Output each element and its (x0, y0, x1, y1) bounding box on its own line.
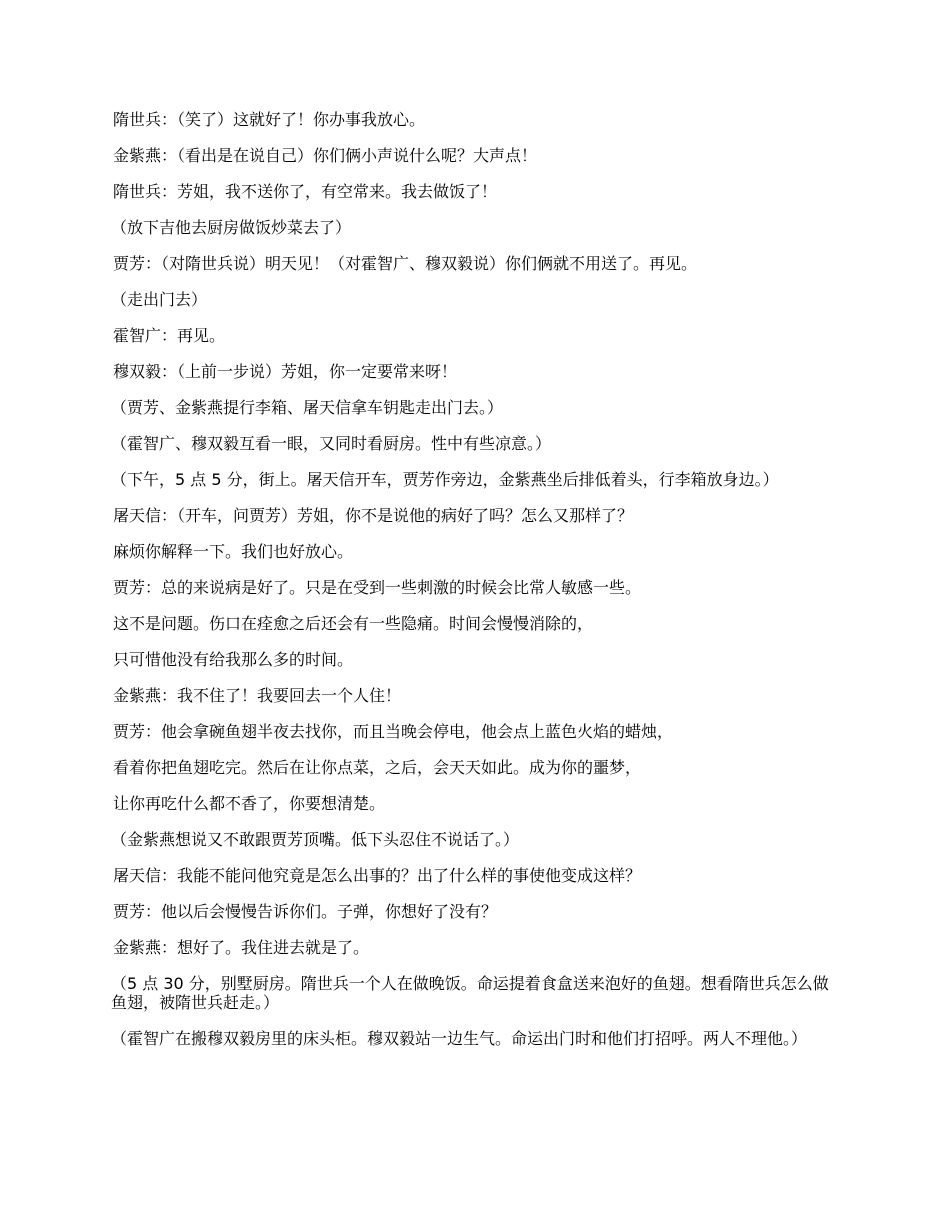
dialogue-line: 看着你把鱼翅吃完。然后在让你点菜，之后，会天天如此。成为你的噩梦， (113, 758, 642, 777)
dialogue-line: 隋世兵：芳姐，我不送你了，有空常来。我去做饭了！ (113, 182, 498, 201)
stage-direction: （贾芳、金紫燕提行李箱、屠天信拿车钥匙走出门去。） (111, 398, 504, 417)
stage-direction: （下午，5 点 5 分，街上。屠天信开车，贾芳作旁边，金紫燕坐后排低着头，行李箱放身边。） (111, 470, 779, 489)
dialogue-line: 让你再吃什么都不香了，你要想清楚。 (113, 794, 386, 813)
dialogue-line: 隋世兵：（笑了）这就好了！你办事我放心。 (113, 110, 426, 129)
dialogue-line: 只可惜他没有给我那么多的时间。 (113, 650, 354, 669)
stage-direction: （霍智广、穆双毅互看一眼，又同时看厨房。性中有些凉意。） (111, 434, 552, 453)
stage-direction: （5 点 30 分，别墅厨房。隋世兵一个人在做晚饭。命运提着食盒送来泡好的鱼翅。想看隋世兵怎么做鱼翅，被隋世兵赶走。） (111, 974, 829, 1012)
dialogue-line: 贾芳：总的来说病是好了。只是在受到一些刺激的时候会比常人敏感一些。 (113, 578, 642, 597)
dialogue-line: 穆双毅：（上前一步说）芳姐，你一定要常来呀！ (113, 362, 458, 381)
stage-direction: （霍智广在搬穆双毅房里的床头柜。穆双毅站一边生气。命运出门时和他们打招呼。两人不理他。） (111, 1029, 808, 1048)
dialogue-line: 贾芳：他会拿碗鱼翅半夜去找你，而且当晚会停电，他会点上蓝色火焰的蜡烛， (113, 722, 674, 741)
dialogue-line: 金紫燕：想好了。我住进去就是了。 (113, 938, 370, 957)
dialogue-line: 屠天信：（开车，问贾芳）芳姐，你不是说他的病好了吗？怎么又那样了？ (113, 506, 634, 525)
stage-direction: （放下吉他去厨房做饭炒菜去了） (111, 218, 352, 237)
dialogue-line: 屠天信：我能不能问他究竟是怎么出事的？出了什么样的事使他变成这样？ (113, 866, 642, 885)
dialogue-line: 霍智广：再见。 (113, 326, 226, 345)
dialogue-line: 金紫燕：我不住了！我要回去一个人住！ (113, 686, 402, 705)
dialogue-line: 贾芳：（对隋世兵说）明天见！（对霍智广、穆双毅说）你们俩就不用送了。再见。 (113, 254, 698, 273)
script-text-body (113, 110, 843, 1065)
dialogue-line: 这不是问题。伤口在痊愈之后还会有一些隐痛。时间会慢慢消除的， (113, 614, 594, 633)
stage-direction: （走出门去） (111, 290, 208, 309)
dialogue-line: 贾芳：他以后会慢慢告诉你们。子弹，你想好了没有？ (113, 902, 498, 921)
dialogue-line: 金紫燕：（看出是在说自己）你们俩小声说什么呢？大声点！ (113, 146, 538, 165)
dialogue-line: 麻烦你解释一下。我们也好放心。 (113, 542, 354, 561)
stage-direction: （金紫燕想说又不敢跟贾芳顶嘴。低下头忍住不说话了。） (111, 830, 520, 849)
